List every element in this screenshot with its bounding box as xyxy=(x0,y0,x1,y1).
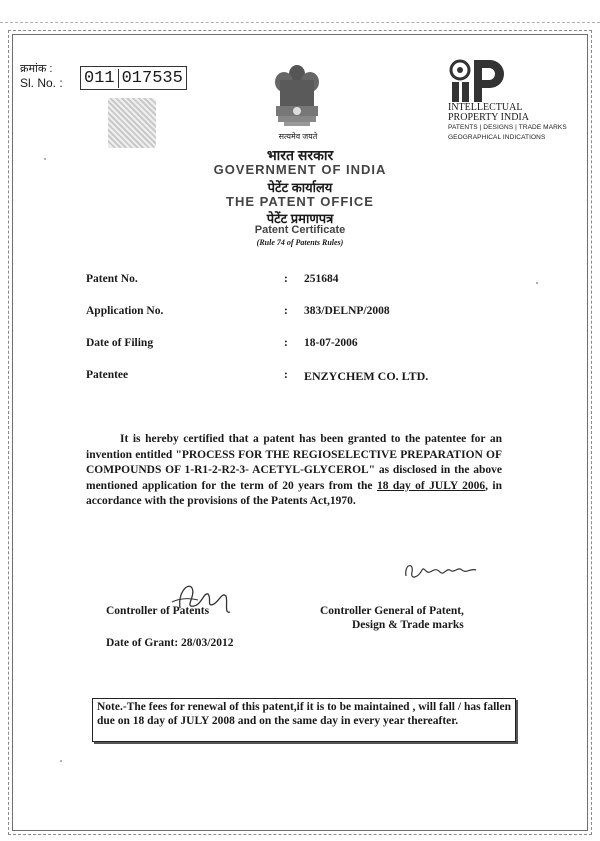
application-number-value: 383/DELNP/2008 xyxy=(304,305,390,317)
serial-number-box xyxy=(80,66,187,90)
serial-number: 017535 xyxy=(121,68,183,88)
controller-general-signature xyxy=(400,556,486,586)
colon: : xyxy=(284,337,288,349)
controller-title: Controller of Patents xyxy=(106,605,210,617)
embossed-seal-stamp xyxy=(108,98,156,148)
patent-number-row xyxy=(86,273,526,289)
ip-line-2: PROPERTY INDIA xyxy=(448,112,529,123)
ip-line-4: GEOGRAPHICAL INDICATIONS xyxy=(448,134,546,141)
filing-date-value: 18-07-2006 xyxy=(304,337,358,349)
colon: : xyxy=(284,305,288,317)
scan-speck xyxy=(60,760,62,762)
scan-speck xyxy=(536,282,538,284)
serial-label xyxy=(20,62,63,90)
certification-text-part1: It is hereby certified that a patent has been granted to the patentee for an invention entitled "PROCESS FOR THE REGIOSELECTIVE PREPARATION OF COMPOUNDS OF 1-R1-2-R2-3- ACETYL-GLYCEROL" as disclosed in the above mentioned application for the term of 20 years from the xyxy=(86,433,502,492)
rule-reference: (Rule 74 of Patents Rules) xyxy=(256,238,344,247)
emblem-motto: सत्यमेव जयते xyxy=(278,132,318,141)
filing-date-label: Date of Filing xyxy=(86,337,154,349)
gov-title-hindi: भारत सरकार xyxy=(266,147,334,163)
serial-label-english: Sl. No. : xyxy=(20,76,63,90)
serial-label-hindi: क्रमांक : xyxy=(20,63,53,75)
national-emblem-icon xyxy=(266,62,328,134)
patent-number-value: 251684 xyxy=(304,273,339,285)
renewal-note: Note.-The fees for renewal of this patent,if it is to be maintained , will fall / has fallen due on 18 day of JULY 2008 and on the same day in every year thereafter. xyxy=(92,698,516,742)
certificate-title-hindi: पेटेंट प्रमाणपत्र xyxy=(266,211,334,226)
patentee-value: ENZYCHEM CO. LTD. xyxy=(304,369,429,383)
certification-text-part2: , in accordance with the provisions of the Patents Act,1970. xyxy=(86,479,503,507)
patent-number-label: Patent No. xyxy=(86,273,138,285)
certification-text xyxy=(86,432,502,510)
application-number-row xyxy=(86,305,526,321)
certificate-title: Patent Certificate xyxy=(254,224,346,236)
application-number-label: Application No. xyxy=(86,305,164,317)
ip-line-1: INTELLECTUAL xyxy=(448,102,523,113)
colon: : xyxy=(284,273,288,285)
colon: : xyxy=(284,369,288,381)
top-edge-line xyxy=(0,22,600,23)
controller-general-title-line2: Design & Trade marks xyxy=(352,619,464,631)
office-title: THE PATENT OFFICE xyxy=(226,194,374,209)
ip-india-logo-icon xyxy=(448,58,504,104)
patentee-label: Patentee xyxy=(86,369,129,381)
term-start-date: 18 day of JULY 2006 xyxy=(376,479,486,492)
grant-date: Date of Grant: 28/03/2012 xyxy=(106,637,234,649)
scan-speck xyxy=(44,158,46,160)
patentee-row xyxy=(86,369,526,385)
gov-title: GOVERNMENT OF INDIA xyxy=(213,162,387,177)
serial-prefix: 011 xyxy=(81,69,119,88)
filing-date-row xyxy=(86,337,526,353)
office-title-hindi: पेटेंट कार्यालय xyxy=(267,180,333,195)
controller-general-title-line1: Controller General of Patent, xyxy=(320,605,464,617)
ip-india-text xyxy=(448,103,567,143)
ip-line-3: PATENTS | DESIGNS | TRADE MARKS xyxy=(448,124,567,131)
